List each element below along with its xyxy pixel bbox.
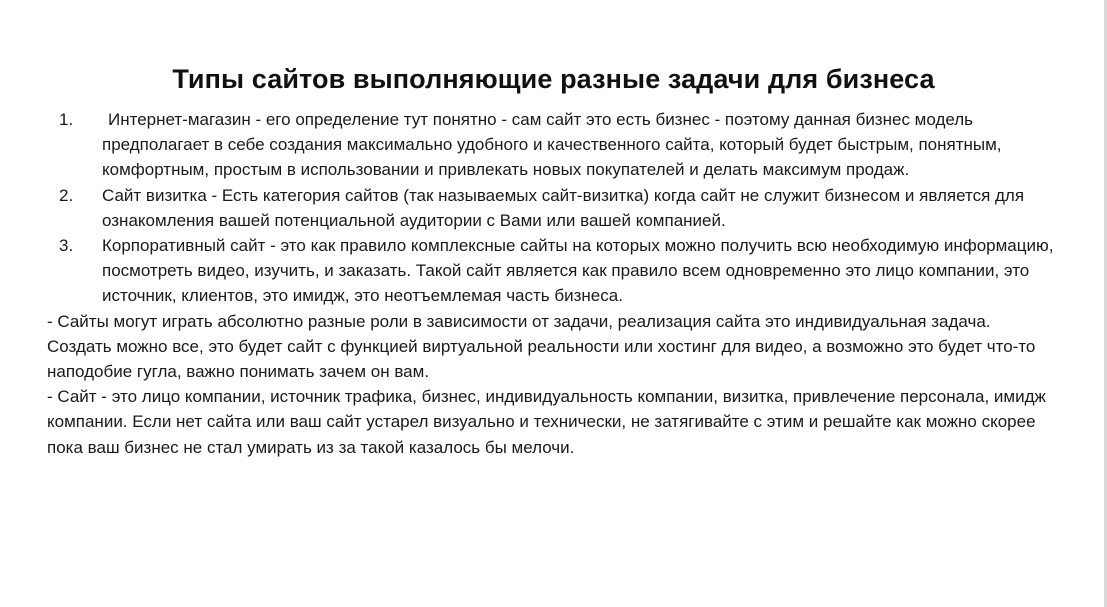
paragraph-site-roles: - Сайты могут играть абсолютно разные роли в зависимости от задачи, реализация сайта это индивидуальная задача. Создать можно все, это будет сайт с функцией виртуальной реальности или хостинг для видео, а возможно это будет что-то наподобие гугла, важно понимать зачем он вам. — [47, 311, 1036, 382]
list-item-online-store — [47, 107, 1057, 183]
paragraph-site-importance: - Сайт - это лицо компании, источник трафика, бизнес, индивидуальность компании, визитка, привлечение персонала, имидж компании. Если нет сайта или ваш сайт устарел визуально и технически, не затягивайте с этим и решайте как можно скорее пока ваш бизнес не стал умирать из за такой казалось бы мелочи. — [47, 387, 1046, 457]
list-item-text: Корпоративный сайт - это как правило комплексные сайты на которых можно получить всю необходимую информацию, посмотреть видео, изучить, и заказать. Такой сайт является как правило всем одновременно это лицо компании, это источник, клиентов, это имидж, это неотъемлемая часть бизнеса. — [102, 236, 1054, 306]
page-title: Типы сайтов выполняющие разные задачи для бизнеса — [172, 64, 935, 95]
article-body — [47, 107, 1057, 460]
list-item-corporate-site — [47, 233, 1057, 309]
list-item-text — [102, 107, 1057, 183]
list-item-number: 3. — [59, 236, 74, 256]
list-item-text-content: Интернет-магазин - его определение тут понятно - сам сайт это есть бизнес - поэтому данная бизнес модель предполагает в себе создания максимально удобного и качественного сайта, который будет быстрым, понятным, комфортным, простым в использовании и привлекать новых покупателей и делать максимум продаж. — [102, 110, 1002, 180]
list-item-text: Сайт визитка - Есть категория сайтов (так называемых сайт-визитка) когда сайт не служит бизнесом и является для ознакомления вашей потенциальной аудитории с Вами или вашей компанией. — [102, 185, 1025, 230]
list-item-business-card-site — [47, 183, 1057, 233]
list-item-number: 1. — [59, 110, 74, 129]
list-item-number: 2. — [59, 185, 74, 205]
